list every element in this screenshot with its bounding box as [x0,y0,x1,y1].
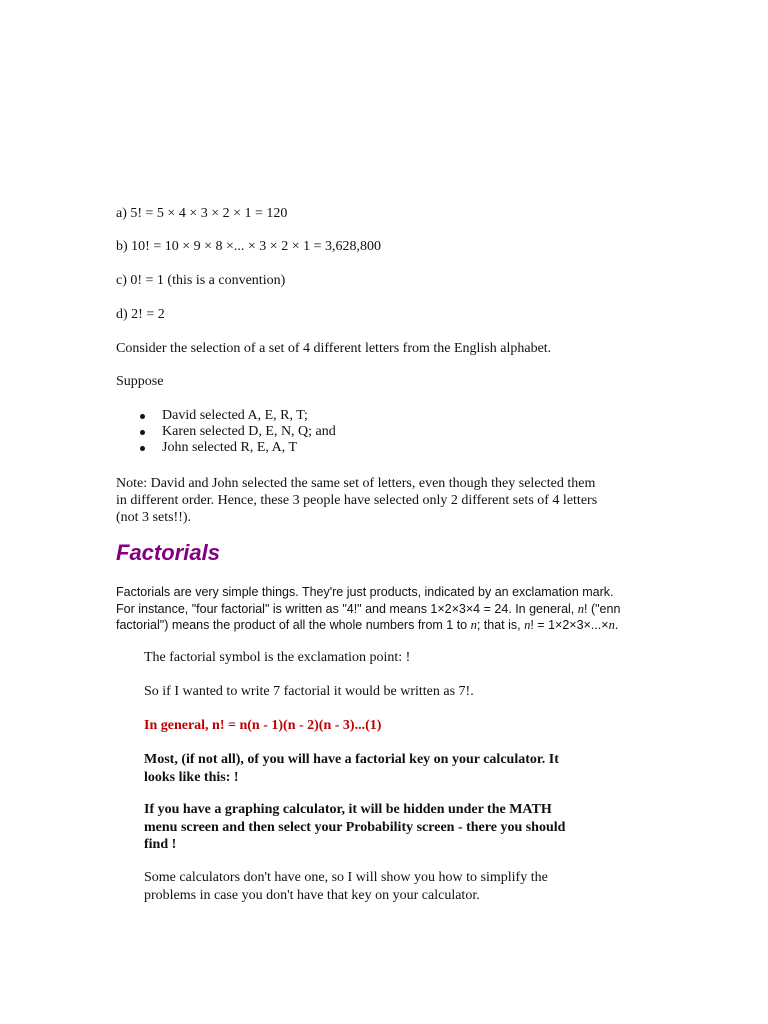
bullet-icon [140,430,145,435]
list-item [116,424,336,440]
example-d: d) 2! = 2 [116,307,165,322]
list-item [116,440,336,456]
symbol-line: The factorial symbol is the exclamation point: ! [144,650,411,665]
suppose-label: Suppose [116,374,164,389]
factorials-line-2: For instance, "four factorial" is written as "4!" and means 1×2×3×4 = 24. In general, n! ("enn [116,601,621,616]
selection-intro: Consider the selection of a set of 4 different letters from the English alphabet. [116,341,552,356]
list-item-text: John selected R, E, A, T [162,440,298,455]
bullet-icon [140,446,145,451]
list-item-text: David selected A, E, R, T; [162,408,308,423]
calculator-key-paragraph [144,751,624,786]
factorials-line-3: factorial") means the product of all the whole numbers from 1 to n; that is, n! = 1×2×3×...×n. [116,618,619,632]
factorials-line-1: Factorials are very simple things. They're just products, indicated by an exclamation mark. [116,585,614,599]
selection-list [116,408,336,456]
note-paragraph [116,475,656,526]
example-b: b) 10! = 10 × 9 × 8 ×... × 3 × 2 × 1 = 3,628,800 [116,239,381,254]
note-line-3: (not 3 sets!!). [116,510,192,525]
section-heading: Factorials [116,540,220,565]
seven-factorial-line: So if I wanted to write 7 factorial it would be written as 7!. [144,684,474,699]
simplify-line-2: problems in case you don't have that key on your calculator. [144,887,480,903]
calculator-key-line-2: looks like this: ! [144,769,239,785]
graphing-line-1: If you have a graphing calculator, it will be hidden under the MATH [144,802,552,817]
general-formula: In general, n! = n(n - 1)(n - 2)(n - 3)...(1) [144,718,382,733]
note-line-1: Note: David and John selected the same set of letters, even though they selected them [116,476,596,491]
graphing-line-2: menu screen and then select your Probability screen - there you should [144,819,566,835]
note-line-2: in different order. Hence, these 3 people have selected only 2 different sets of 4 letters [116,493,598,508]
bullet-icon [140,414,145,419]
graphing-line-3: find ! [144,837,177,852]
calculator-key-line-1: Most, (if not all), of you will have a factorial key on your calculator. It [144,752,559,767]
list-item-text: Karen selected D, E, N, Q; and [162,424,336,439]
simplify-line-1: Some calculators don't have one, so I will show you how to simplify the [144,870,548,885]
example-c: c) 0! = 1 (this is a convention) [116,273,286,288]
graphing-paragraph [144,801,624,854]
simplify-paragraph [144,869,624,904]
example-a: a) 5! = 5 × 4 × 3 × 2 × 1 = 120 [116,206,288,221]
list-item [116,408,336,424]
factorials-paragraph [116,584,676,634]
